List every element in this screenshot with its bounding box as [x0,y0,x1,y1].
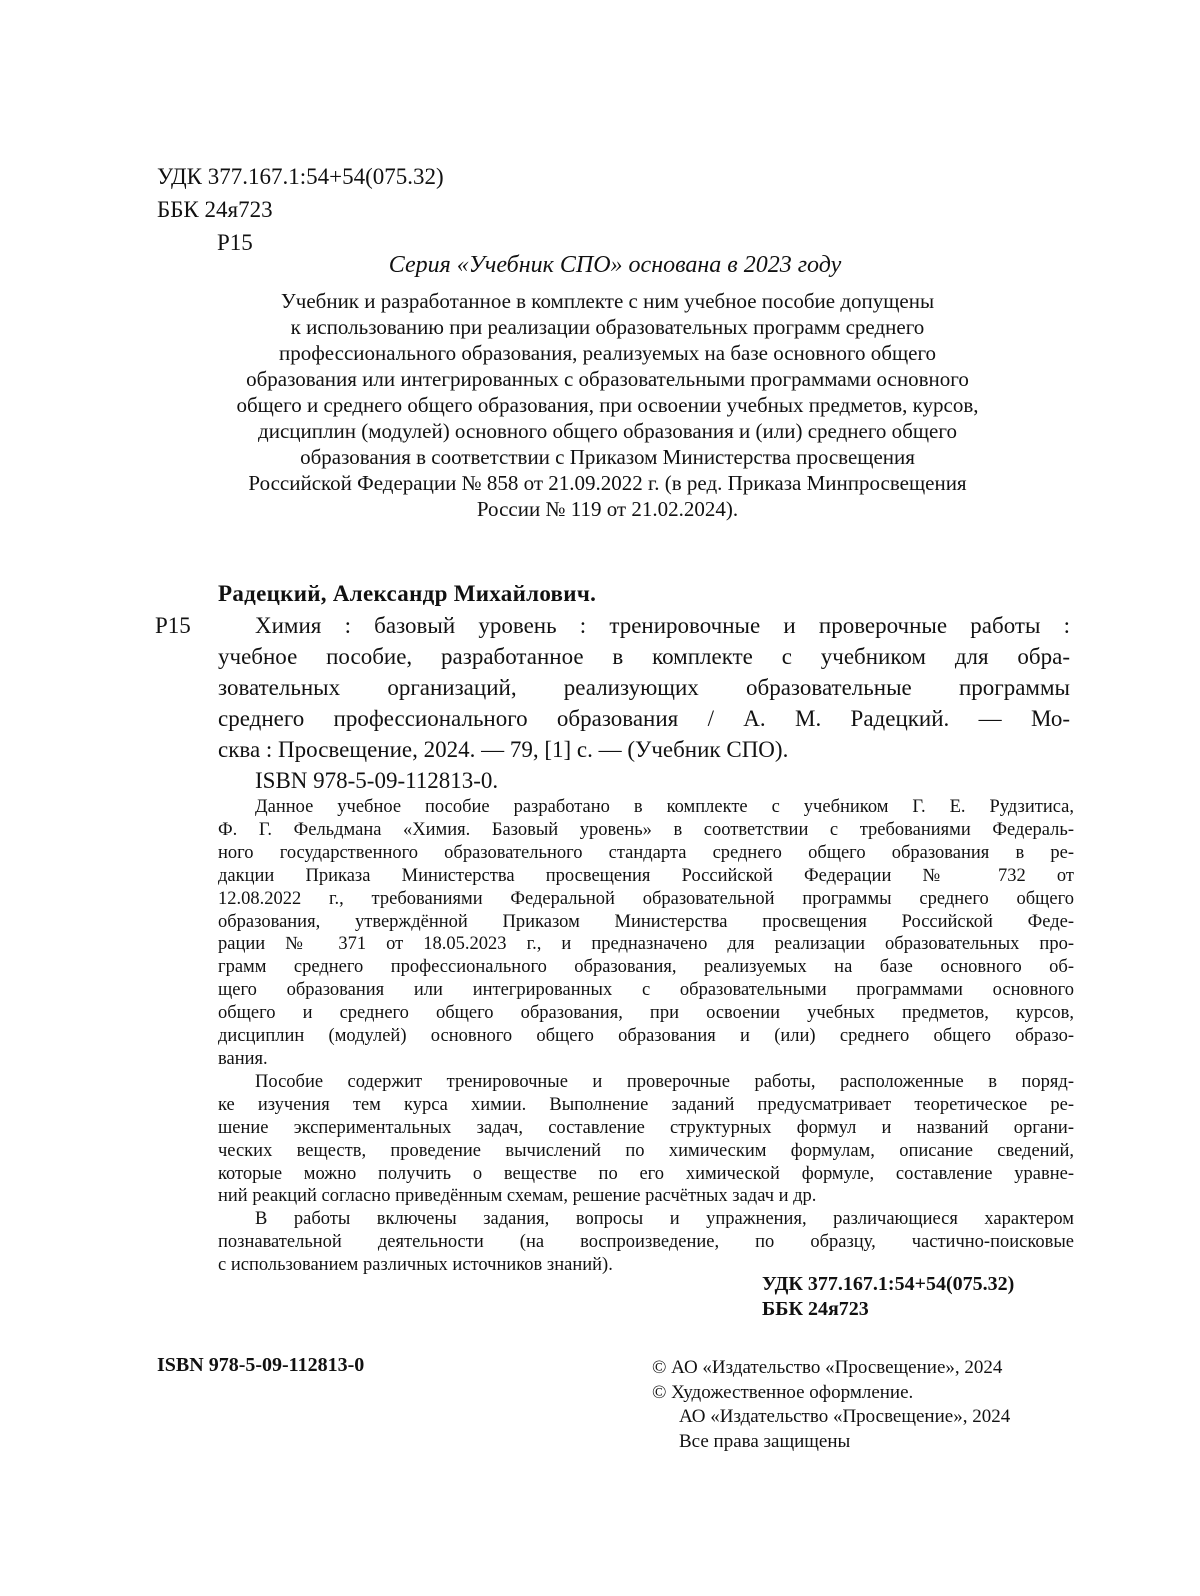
approval-line: образования в соответствии с Приказом Министерства просвещения [300,445,915,469]
abstract-line: образования, утверждённой Приказом Министерства просвещения Российской Феде- [218,911,1074,932]
abstract [218,796,1074,1277]
abstract-line: грамм среднего профессионального образования, реализуемых на базе основного об- [218,957,1074,978]
abstract-line: Данное учебное пособие разработано в комплекте с учебником Г. Е. Рудзитиса, [255,797,1074,817]
approval-line: к использованию при реализации образовательных программ среднего [290,315,925,339]
abstract-line: общего и среднего общего образования, при освоении учебных предметов, курсов, [218,1003,1074,1024]
approval-line: образования или интегрированных с образовательными программами основного [246,367,969,391]
abstract-line: дакции Приказа Министерства просвещения Российской Федерации № 732 от [218,865,1074,886]
bibliographic-description [218,610,1070,796]
abstract-line: ке изучения тем курса химии. Выполнение заданий предусматривает теоретическое ре- [218,1094,1074,1115]
rights-reserved: Все права защищены [679,1430,851,1452]
abstract-line: щего образования или интегрированных с образовательными программами основного [218,980,1074,1001]
approval-line: Российской Федерации № 858 от 21.09.2022 г. (в ред. Приказа Минпросвещения [248,471,967,495]
isbn-bottom: ISBN 978-5-09-112813-0 [157,1354,365,1376]
copyright-line: © АО «Издательство «Просвещение», 2024 [652,1357,1003,1378]
author-sign: Р15 [217,230,253,255]
bbk-code-bottom: ББК 24я723 [762,1298,869,1320]
abstract-line: В работы включены задания, вопросы и упражнения, различающиеся характером [255,1209,1074,1230]
approval-line: профессионального образования, реализуемых на базе основного общего [278,341,937,365]
copyright-line: © Художественное оформление. [652,1381,914,1403]
copyright-block [652,1356,1010,1454]
biblio-line: сква : Просвещение, 2024. — 79, [1] с. — (Учебник СПО). [218,737,789,762]
abstract-line: шение экспериментальных задач, составление структурных формул и названий органи- [218,1117,1074,1138]
biblio-line: Химия : базовый уровень : тренировочные и проверочные работы : [255,613,1070,638]
approval-line: общего и среднего общего образования, при освоении учебных предметов, курсов, [236,393,979,417]
classification-codes-top [157,160,444,259]
biblio-line: зовательных организаций, реализующих образовательные программы [218,675,1070,700]
abstract-line: Пособие содержит тренировочные и проверочные работы, расположенные в поряд- [255,1071,1074,1092]
abstract-line: рации № 371 от 18.05.2023 г., и предназначено для реализации образовательных про- [218,934,1074,955]
abstract-line: Ф. Г. Фельдмана «Химия. Базовый уровень» в соответствии с требованиями Федераль- [218,819,1074,840]
udk-code: УДК 377.167.1:54+54(075.32) [157,164,444,189]
abstract-line: с использованием различных источников знаний). [218,1255,613,1276]
approval-line: России № 119 от 21.02.2024). [476,497,739,521]
abstract-line: ческих веществ, проведение вычислений по химическим формулам, описание сведений, [218,1140,1074,1161]
approval-notice [150,288,1065,522]
approval-line: Учебник и разработанное в комплекте с ним учебное пособие допущены [280,289,935,313]
abstract-line: познавательной деятельности (на воспроизведение, по образцу, частично-поисковые [218,1232,1074,1253]
biblio-line: учебное пособие, разработанное в комплекте с учебником для обра- [218,644,1070,669]
series-note: Серия «Учебник СПО» основана в 2023 году [388,252,842,278]
approval-line: дисциплин (модулей) основного общего образования и (или) среднего общего [258,419,957,443]
classification-codes-bottom [762,1272,1014,1322]
abstract-line: вания. [218,1048,268,1069]
abstract-line: которые можно получить о веществе по его химической формуле, составление уравне- [218,1163,1074,1184]
biblio-line: среднего профессионального образования / А. М. Радецкий. — Мо- [218,706,1070,731]
abstract-line: дисциплин (модулей) основного общего образования и (или) среднего общего образо- [218,1026,1074,1047]
biblio-isbn: ISBN 978-5-09-112813-0. [255,768,499,793]
author-heading: Радецкий, Александр Михайлович. [218,581,597,606]
udk-code-bottom: УДК 377.167.1:54+54(075.32) [762,1273,1015,1295]
abstract-line: ного государственного образовательного стандарта среднего общего образования в ре- [218,842,1074,863]
abstract-line: 12.08.2022 г., требованиями Федеральной образовательной программы среднего общего [218,888,1074,909]
bbk-code: ББК 24я723 [157,197,273,222]
author-sign-left: Р15 [155,613,191,638]
abstract-line: ний реакций согласно приведённым схемам, решение расчётных задач и др. [218,1186,817,1207]
copyright-line: АО «Издательство «Просвещение», 2024 [679,1406,1011,1427]
